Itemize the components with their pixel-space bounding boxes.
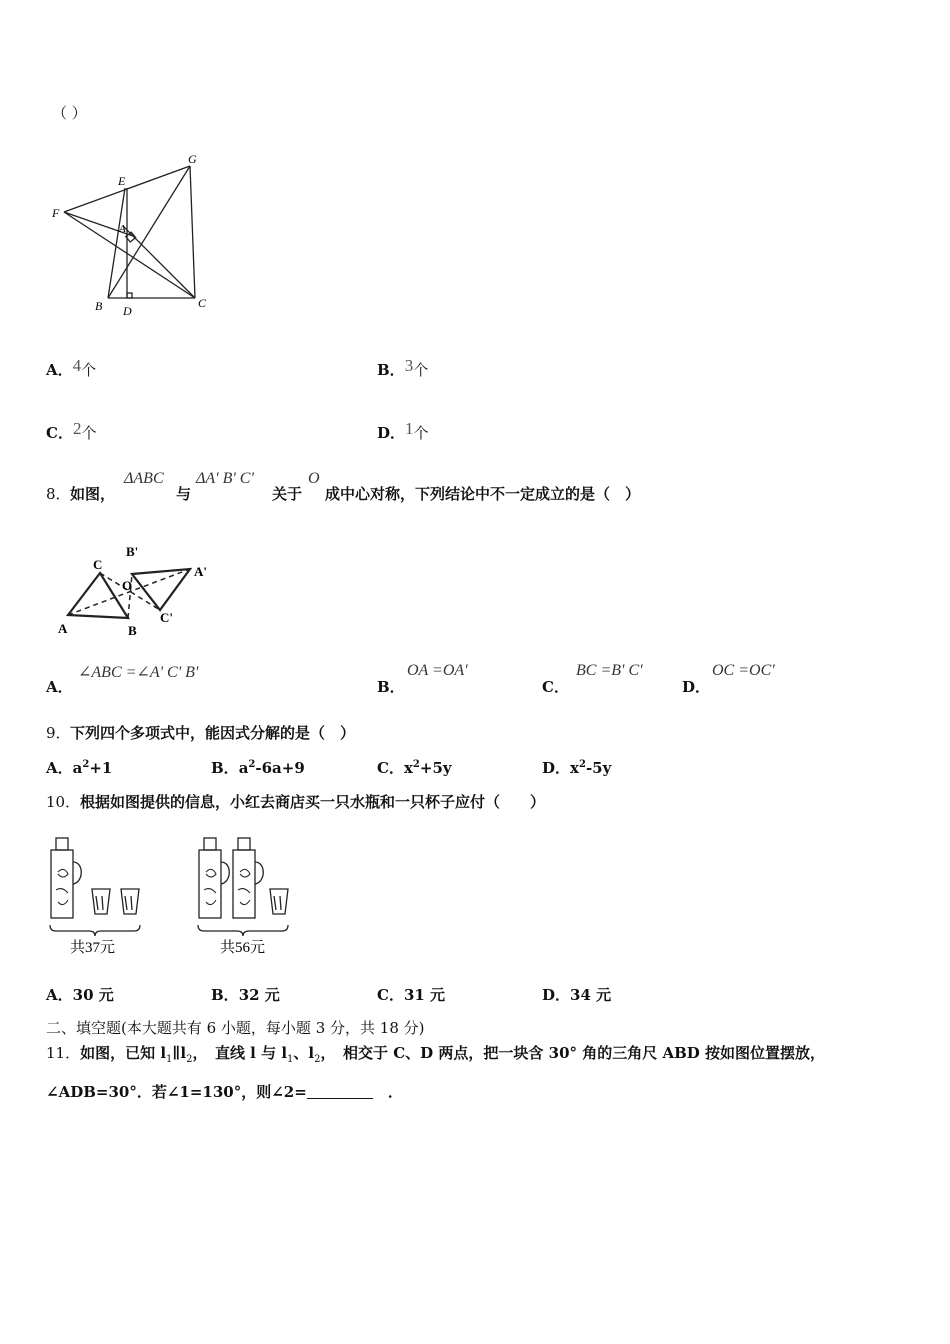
q8-option-d[interactable]: D． [682,678,711,696]
bottle-icon [233,850,255,918]
q9-option-d[interactable]: D．$x^2-5y$ [542,759,612,777]
q8-option-a-expr: ∠ABC =∠A' C' B' [78,664,199,681]
q8-option-d-expr: OC =OC' [712,662,775,679]
q10-number: 10． [46,793,81,811]
seg-AC [123,226,195,298]
cup-icon [270,889,288,914]
q10-option-a[interactable]: A．30 元 [46,986,114,1004]
right-angle-D [127,293,132,298]
label-A: A [119,223,126,235]
q8-text-1: 如图， [70,485,116,503]
label-C-prime: C' [160,610,173,625]
q8-option-b-expr: OA =OA' [407,662,468,679]
q8-text-4: 成中心对称，下列结论中不一定成立的是（ ） [325,485,641,503]
seg-GC [190,166,195,298]
q7-figure [45,148,220,320]
bottle-icon [199,850,221,918]
label-D: D [123,304,132,318]
label-A-prime: A' [194,564,207,579]
label-E: E [118,174,126,188]
triangle-A1B1C1 [132,569,190,610]
q8-text-3: 关于 [272,485,303,503]
q10-figure-right [192,832,302,960]
q7-option-b[interactable]: B．3个 [377,356,429,379]
section-heading: 二、填空题(本大题共有 6 小题，每小题 3 分，共 18 分) [46,1019,425,1037]
answer-blank[interactable] [307,1084,373,1099]
q9-option-a[interactable]: A．$a^2+1$ [46,759,113,777]
label-B: B [95,299,103,313]
q9-option-c[interactable]: C．$x^2+5y$ [377,759,452,777]
q10-option-d[interactable]: D．34 元 [542,986,612,1004]
q9-text: 下列四个多项式中，能因式分解的是（ ） [70,724,356,742]
q8-option-c[interactable]: C． [542,678,569,696]
label-O: O [122,578,133,593]
cup-icon [121,889,139,914]
brace [50,925,140,936]
q7-option-a[interactable]: A．4个 [46,356,97,379]
q8-text-2: 与 [176,485,192,503]
q7-option-c[interactable]: C．2个 [46,419,97,442]
q11-line-2: ∠ADB=30°．若∠1=130°，则∠2= ． [46,1083,403,1101]
label-B: B [128,623,137,638]
label-B-prime: B' [126,544,139,559]
q7-paren: （ ） [52,104,87,122]
q7-option-d[interactable]: D．1个 [377,419,429,442]
bottle-icon [51,850,73,918]
q8-option-c-expr: BC =B' C' [576,662,643,679]
q10-option-c[interactable]: C．31 元 [377,986,446,1004]
q8-figure [50,538,225,643]
brace [198,925,288,936]
cup-icon [92,889,110,914]
q8-number: 8． [46,485,71,503]
caption-56: 共56元 [220,940,266,956]
q10-figure-left [44,832,154,960]
q8-option-b[interactable]: B． [377,678,405,696]
seg-FC [64,212,195,298]
q9-option-b[interactable]: B．$a^2-6a+9$ [211,759,305,777]
caption-37: 共37元 [70,940,116,956]
q8-option-a[interactable]: A． [46,678,73,696]
q10-text: 根据如图提供的信息，小红去商店买一只水瓶和一只杯子应付（ ） [80,793,546,811]
q9-number: 9． [46,724,71,742]
label-F: F [52,206,60,220]
label-A: A [58,621,68,636]
q8-math-abc: ΔABC [124,470,164,487]
q11-line-1: 11．如图，已知 $l_1\parallel l_2$， 直线 l 与 $l_1$、$l_2$， 相交于 C、D 两点，把一块含 30° 角的三角尺 ABD 按如图位置摆放， [46,1044,826,1065]
q8-math-abc-prime: ΔA' B' C' [196,470,254,487]
label-C: C [198,296,207,310]
label-G: G [188,152,197,166]
q8-math-o: O [308,470,320,487]
label-C: C [93,557,103,572]
q10-option-b[interactable]: B．32 元 [211,986,280,1004]
